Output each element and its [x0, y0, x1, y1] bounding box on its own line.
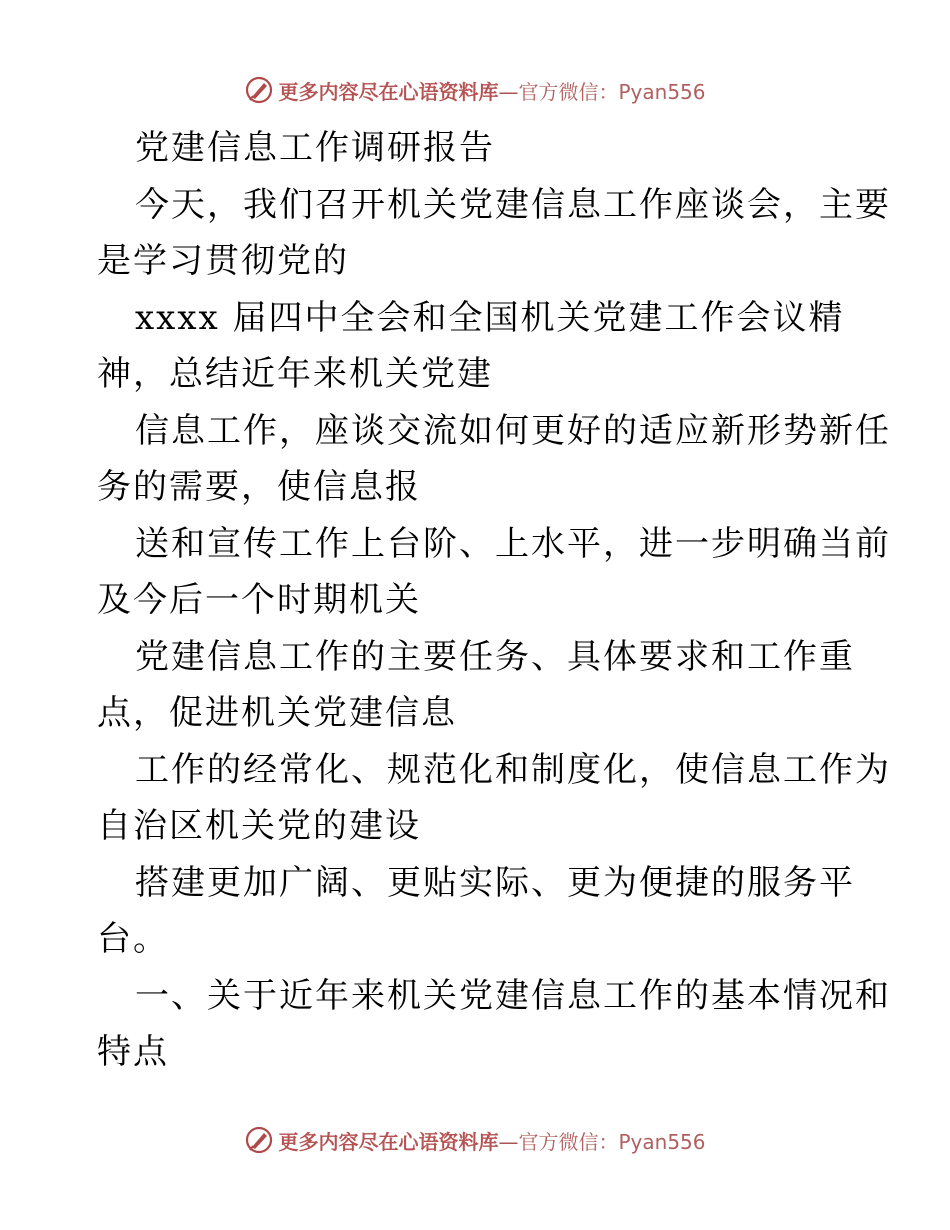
banner-brand: 更多内容尽在心语资料库 [278, 1129, 499, 1154]
paragraph-line: 工作的经常化、规范化和制度化，使信息工作为 [135, 749, 891, 790]
document-title: 党建信息工作调研报告 [135, 128, 495, 168]
quill-pen-logo-icon [244, 75, 274, 105]
paragraph-line: 今天，我们召开机关党建信息工作座谈会，主要 [135, 184, 891, 225]
paragraph-line: 务的需要，使信息报 [97, 467, 421, 507]
footer-watermark-banner [0, 1120, 950, 1160]
paragraph-line: 信息工作，座谈交流如何更好的适应新形势新任 [135, 410, 891, 451]
section-heading-continued: 特点 [97, 1032, 169, 1072]
paragraph-line: 是学习贯彻党的 [97, 241, 349, 281]
quill-pen-logo-icon [244, 1125, 274, 1155]
paragraph-line: 神，总结近年来机关党建 [97, 354, 493, 394]
banner-wechat-label: 官方微信： [518, 1129, 619, 1154]
paragraph-line: 台。 [97, 919, 169, 959]
section-heading: 一、关于近年来机关党建信息工作的基本情况和 [135, 975, 891, 1016]
banner-separator: — [498, 79, 519, 104]
banner-text [278, 1126, 705, 1155]
paragraph-line: 党建信息工作的主要任务、具体要求和工作重 [135, 636, 855, 677]
banner-text [278, 76, 705, 105]
banner-separator: — [498, 1129, 519, 1154]
paragraph-line: 及今后一个时期机关 [97, 580, 421, 620]
document-body [97, 120, 891, 1081]
banner-wechat-id: Pyan556 [618, 79, 706, 104]
paragraph-line: 自治区机关党的建设 [97, 806, 421, 846]
paragraph-line: xxxx 届四中全会和全国机关党建工作会议精 [135, 297, 845, 338]
paragraph-line: 点，促进机关党建信息 [97, 693, 457, 733]
paragraph-line: 搭建更加广阔、更贴实际、更为便捷的服务平 [135, 862, 855, 903]
header-watermark-banner [0, 70, 950, 110]
paragraph-line: 送和宣传工作上台阶、上水平，进一步明确当前 [135, 523, 891, 564]
banner-wechat-label: 官方微信： [518, 79, 619, 104]
banner-brand: 更多内容尽在心语资料库 [278, 79, 499, 104]
banner-wechat-id: Pyan556 [618, 1129, 706, 1154]
